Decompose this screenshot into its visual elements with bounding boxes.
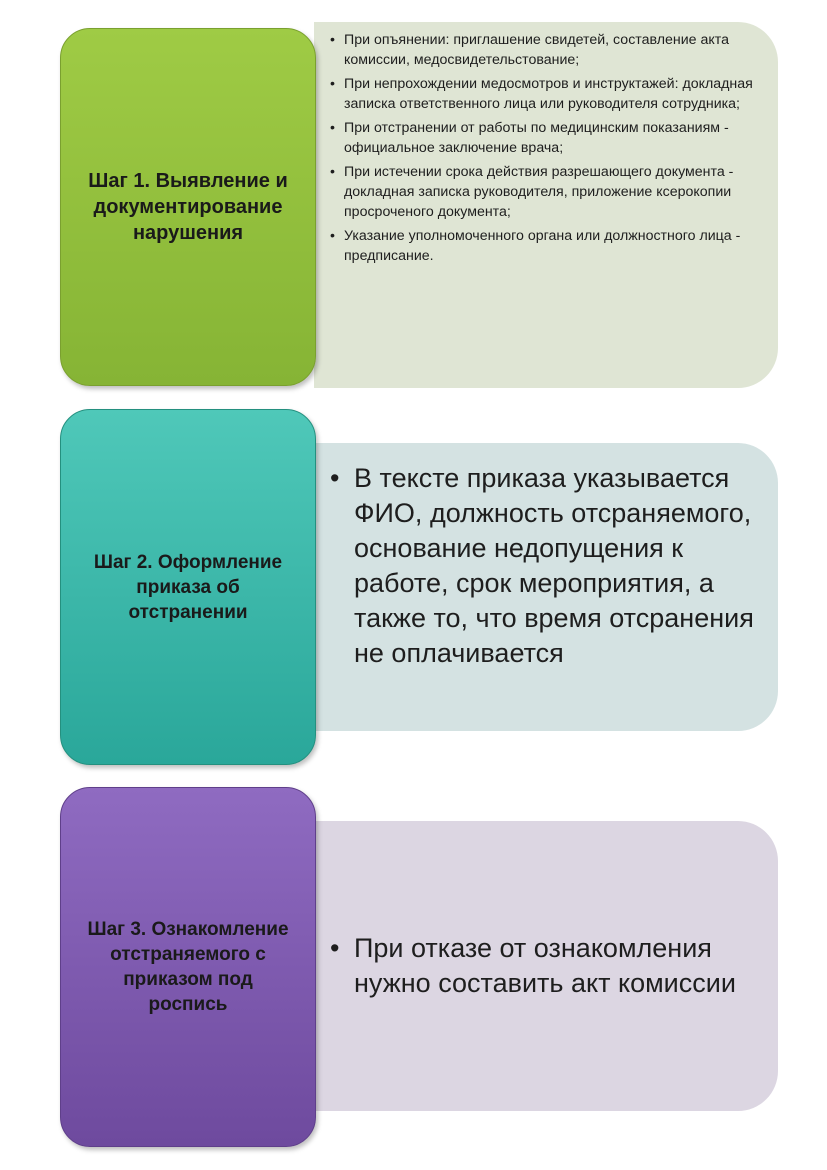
step-1-item-5: • Указание уполномоченного органа или должностного лица - предписание. — [344, 226, 760, 266]
step-1-header — [60, 28, 316, 386]
step-1 — [0, 22, 827, 392]
step-1-item-2: • При непрохождении медосмотров и инструктажей: докладная записка ответственного лица или руководителя сотрудника; — [344, 74, 760, 114]
step-3-header — [60, 787, 316, 1147]
step-1-item-1: • При опъянении: приглашение свидетей, составление акта комиссии, медосвидетельстование; — [344, 30, 760, 70]
step-3-item-1: • При отказе от ознакомления нужно составить акт комиссии — [354, 931, 758, 1001]
step-1-details-panel — [314, 22, 778, 388]
step-3-details-list — [354, 931, 758, 1001]
step-1-title: Шаг 1. Выявление и документирование нарушения — [88, 170, 288, 244]
step-2-header — [60, 409, 316, 765]
step-2 — [0, 405, 827, 775]
step-3-title: Шаг 3. Ознакомление отстраняемого с приказом под роспись — [87, 919, 289, 1015]
step-3 — [0, 785, 827, 1155]
step-2-title: Шаг 2. Оформление приказа об отстранении — [93, 551, 283, 623]
step-2-details-list — [354, 461, 758, 671]
step-2-item-1: • В тексте приказа указывается ФИО, должность отсраняемого, основание недопущения к работе, срок мероприятия, а также то, что время отсранения не оплачивается — [354, 461, 758, 671]
step-3-details-panel — [314, 821, 778, 1111]
step-1-details-list — [344, 30, 760, 266]
step-2-details-panel — [314, 443, 778, 731]
step-1-item-3: • При отстранении от работы по медицинским показаниям - официальное заключение врача; — [344, 118, 760, 158]
step-1-item-4: • При истечении срока действия разрешающего документа - докладная записка руководителя, приложение ксерокопии просроченого документа; — [344, 162, 760, 222]
